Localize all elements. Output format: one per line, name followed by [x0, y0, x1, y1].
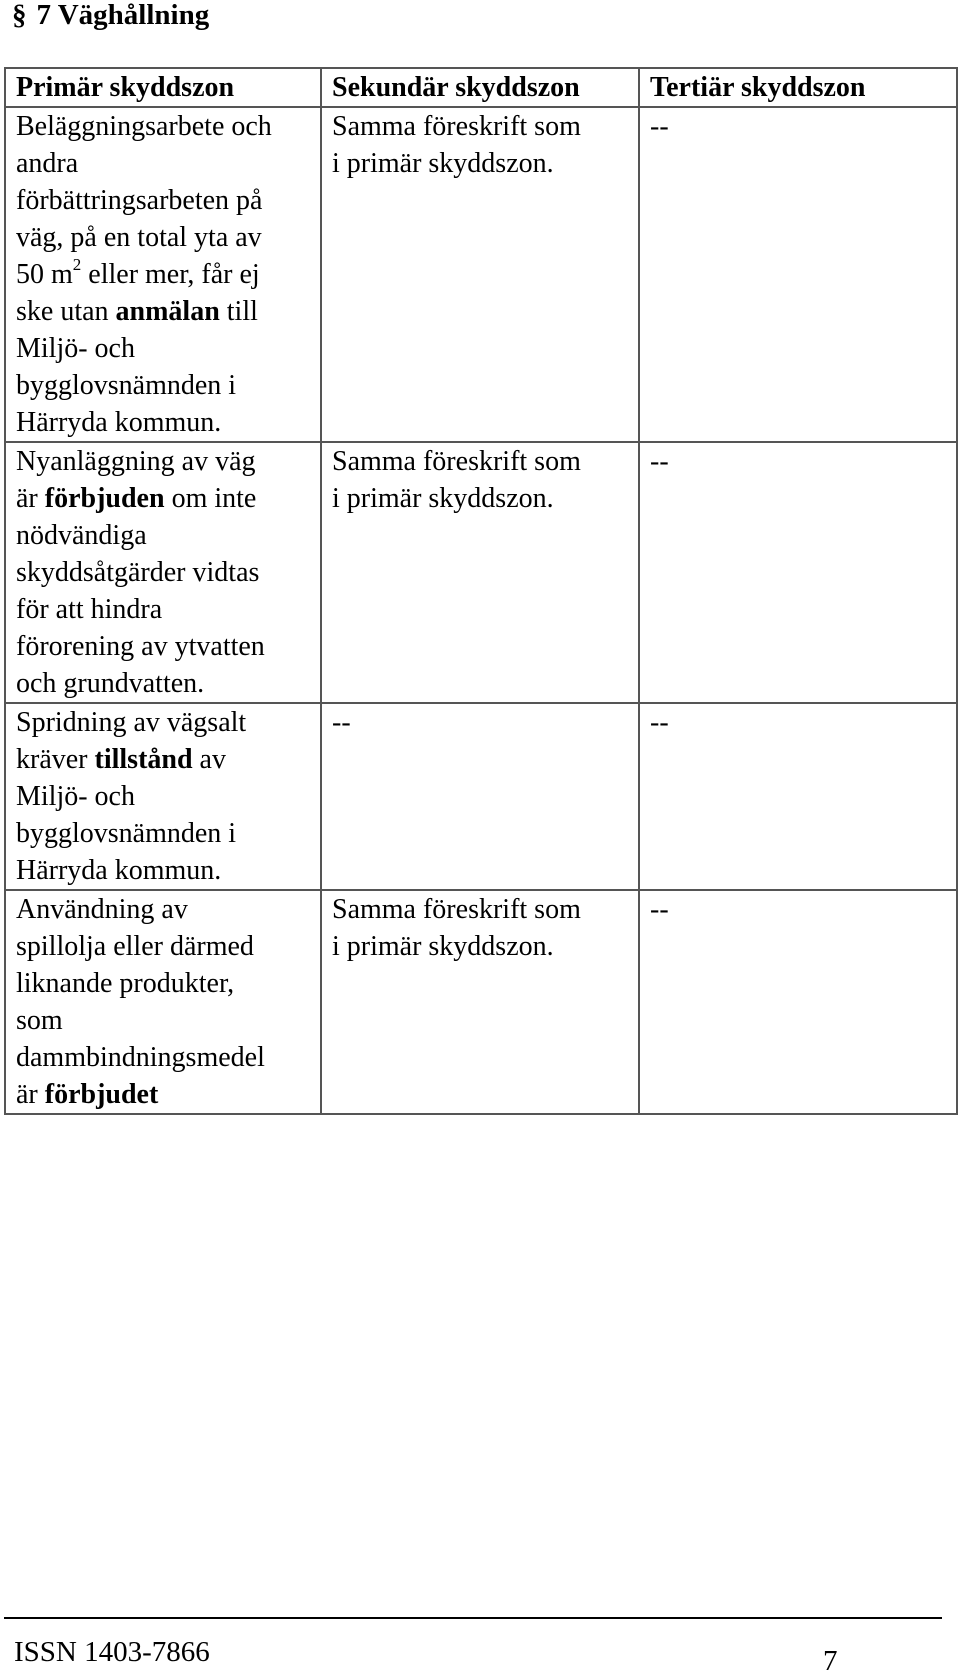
- header-secondary-zone: Sekundär skyddszon: [321, 68, 639, 107]
- cell-secondary: [321, 107, 639, 442]
- text-line: Härryda kommun.: [16, 407, 222, 438]
- text-line: som: [16, 1005, 63, 1036]
- page-number: 7: [823, 1645, 838, 1677]
- cell-tertiary: --: [639, 703, 957, 890]
- superscript: 2: [72, 255, 82, 274]
- text-line: Miljö- och: [16, 333, 135, 364]
- text-line: bygglovsnämnden i: [16, 370, 237, 401]
- table-header-row: [5, 68, 957, 107]
- text-line: spillolja eller därmed: [16, 931, 254, 962]
- cell-tertiary: --: [639, 890, 957, 1114]
- table-row: [5, 107, 957, 442]
- text-line: förbättringsarbeten på: [16, 185, 263, 216]
- text-line: väg, på en total yta av: [16, 222, 262, 253]
- protection-zone-table: [4, 67, 958, 1115]
- table-row: [5, 703, 957, 890]
- cell-secondary: --: [321, 703, 639, 890]
- text-line: för att hindra: [16, 594, 163, 625]
- text-line: i primär skyddszon.: [332, 483, 554, 514]
- issn-label: ISSN 1403-7866: [14, 1636, 210, 1668]
- text-line: Miljö- och: [16, 781, 135, 812]
- text-line: nödvändiga: [16, 520, 147, 551]
- text-line: andra: [16, 148, 79, 179]
- text-line: Beläggningsarbete och: [16, 111, 272, 142]
- cell-primary: [5, 442, 321, 703]
- text-segment: av: [192, 744, 226, 775]
- footer-divider: [4, 1617, 942, 1619]
- text-line: [16, 741, 312, 778]
- text-line: Användning av: [16, 894, 188, 925]
- text-segment: är: [16, 483, 45, 514]
- header-primary-zone: Primär skyddszon: [5, 68, 321, 107]
- cell-tertiary: --: [639, 107, 957, 442]
- text-line: dammbindningsmedel: [16, 1042, 265, 1073]
- section-title: 7 Väghållning: [36, 0, 210, 31]
- text-segment: kräver: [16, 744, 95, 775]
- text-line: liknande produkter,: [16, 968, 235, 999]
- text-line: i primär skyddszon.: [332, 931, 554, 962]
- emphasis: förbjuden: [44, 483, 165, 514]
- text-segment: är: [16, 1079, 45, 1110]
- text-line: [16, 480, 312, 517]
- text-line: Nyanläggning av väg: [16, 446, 256, 477]
- text-line: Samma föreskrift som: [332, 111, 581, 142]
- text-line: i primär skyddszon.: [332, 148, 554, 179]
- text-segment: till: [219, 296, 258, 327]
- text-segment: ske utan: [16, 296, 116, 327]
- emphasis: förbjudet: [44, 1079, 159, 1110]
- text-line: Samma föreskrift som: [332, 894, 581, 925]
- table-row: [5, 890, 957, 1114]
- section-symbol: §: [12, 0, 27, 31]
- cell-secondary: [321, 442, 639, 703]
- section-heading: [12, 0, 209, 32]
- text-line: [16, 293, 312, 330]
- text-line: Samma föreskrift som: [332, 446, 581, 477]
- text-line: skyddsåtgärder vidtas: [16, 557, 260, 588]
- table-row: [5, 442, 957, 703]
- text-segment: 50 m: [16, 259, 73, 290]
- header-tertiary-zone: Tertiär skyddszon: [639, 68, 957, 107]
- cell-primary: [5, 890, 321, 1114]
- text-line: och grundvatten.: [16, 668, 205, 699]
- cell-primary: [5, 703, 321, 890]
- cell-secondary: [321, 890, 639, 1114]
- text-line: förorening av ytvatten: [16, 631, 265, 662]
- cell-primary: [5, 107, 321, 442]
- text-line: [16, 256, 312, 293]
- text-line: Härryda kommun.: [16, 855, 222, 886]
- text-line: [16, 1076, 312, 1113]
- text-segment: om inte: [164, 483, 257, 514]
- text-line: Spridning av vägsalt: [16, 707, 247, 738]
- text-line: bygglovsnämnden i: [16, 818, 237, 849]
- emphasis: anmälan: [115, 296, 220, 327]
- emphasis: tillstånd: [94, 744, 193, 775]
- text-segment: eller mer, får ej: [81, 259, 260, 290]
- cell-tertiary: --: [639, 442, 957, 703]
